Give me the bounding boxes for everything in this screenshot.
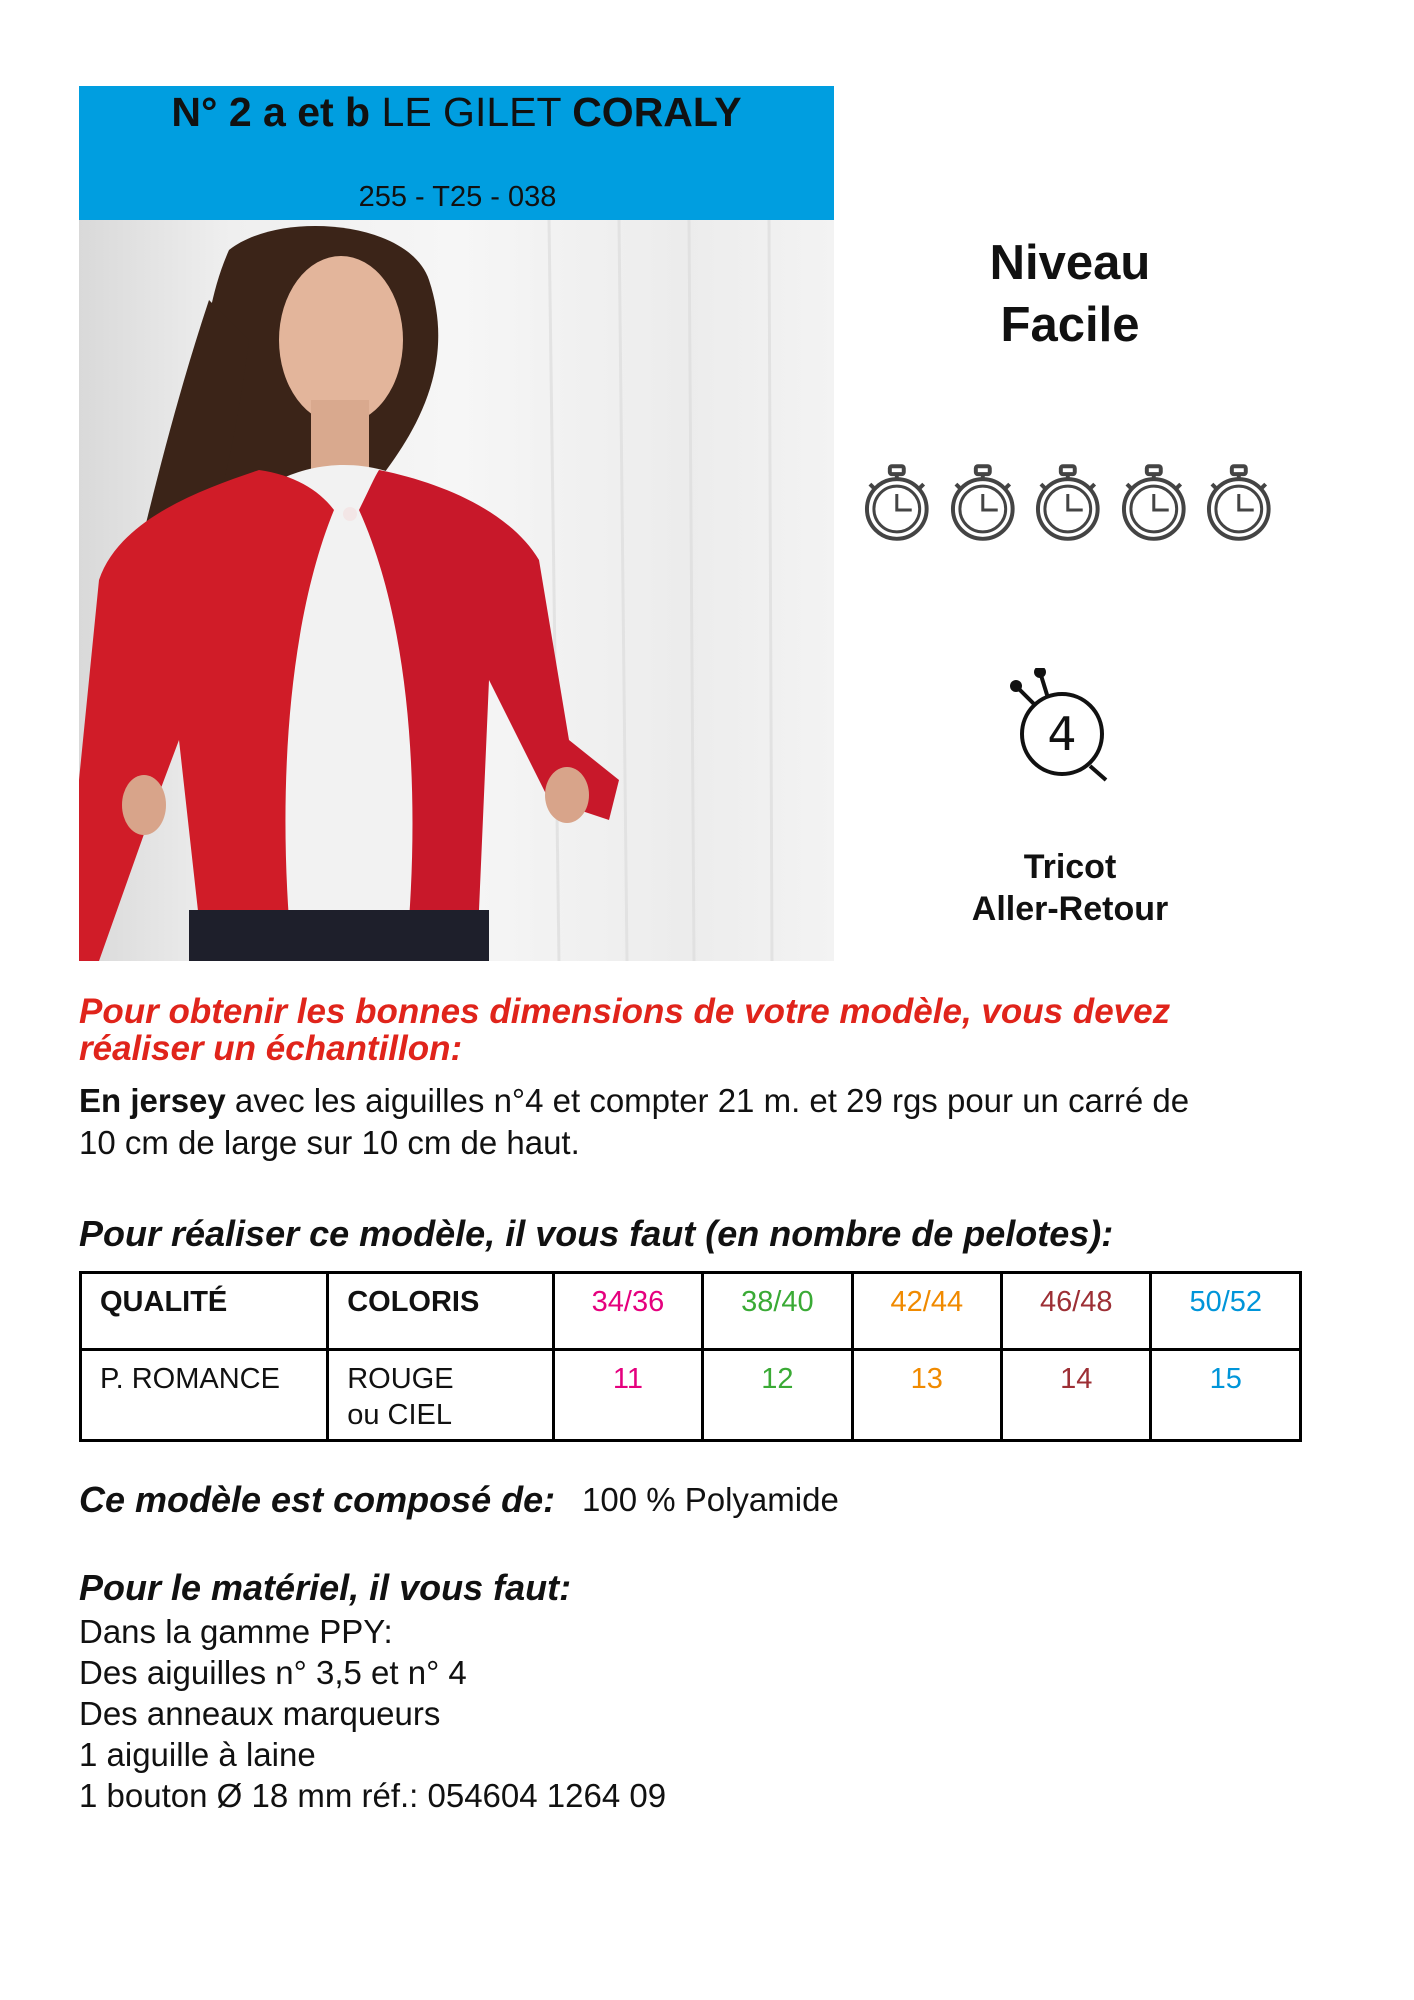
yarn-table [79,1271,1302,1442]
gauge-text [79,1080,1359,1164]
cell-balls: 12 [703,1350,852,1441]
cell-quality: P. ROMANCE [81,1350,328,1441]
color-option: ROUGE [347,1363,454,1395]
level-value: Facile [1000,298,1140,352]
col-size: 38/40 [703,1273,852,1350]
gauge-text-line2: 10 cm de large sur 10 cm de haut. [79,1124,580,1161]
list-item: Des aiguilles n° 3,5 et n° 4 [79,1654,467,1691]
table-header-row [81,1273,1301,1350]
gauge-heading-line1: Pour obtenir les bonnes dimensions de votre modèle, vous devez [79,992,1171,1031]
col-size: 50/52 [1151,1273,1301,1350]
pattern-reference: 255 - T25 - 038 [358,181,557,213]
gauge-heading-line2: réaliser un échantillon: [79,1029,463,1068]
pattern-number: N° 2 a et b [171,89,371,135]
list-item: 1 aiguille à laine [79,1736,316,1773]
list-item: 1 bouton Ø 18 mm réf.: 054604 1264 09 [79,1777,667,1814]
title-banner [79,86,834,220]
materials-list [79,1611,666,1816]
gauge-stitch: En jersey [79,1082,226,1119]
pattern-title [79,86,834,134]
col-size: 42/44 [852,1273,1001,1350]
yarn-heading: Pour réaliser ce modèle, il vous faut (en nombre de pelotes): [79,1213,1114,1254]
list-item: Dans la gamme PPY: [79,1613,393,1650]
stopwatch-icon [944,464,1022,544]
model-photo-illustration [79,220,834,961]
time-rating [858,464,1278,544]
col-colors: COLORIS [328,1273,554,1350]
gauge-heading [79,993,1359,1067]
stopwatch-icon [1115,464,1193,544]
stopwatch-icon [1200,464,1278,544]
col-quality: QUALITÉ [81,1273,328,1350]
cell-balls: 14 [1002,1350,1151,1441]
col-size: 34/36 [553,1273,702,1350]
pattern-name: CORALY [572,89,742,135]
cell-colors [328,1350,554,1441]
table-row [81,1350,1301,1441]
cell-balls: 15 [1151,1350,1301,1441]
composition-value: 100 % Polyamide [582,1481,839,1518]
needle-size-number: 4 [1047,707,1077,761]
knitting-technique [920,846,1220,930]
cell-balls: 11 [553,1350,702,1441]
gauge-text-line1: avec les aiguilles n°4 et compter 21 m. et 29 rgs pour un carré de [225,1082,1190,1119]
pattern-type: LE GILET [381,89,561,135]
list-item: Des anneaux marqueurs [79,1695,441,1732]
stopwatch-icon [1029,464,1107,544]
stopwatch-icon [858,464,936,544]
technique-line1: Tricot [1023,848,1117,886]
color-option: ou CIEL [347,1399,452,1431]
level-label: Niveau [989,236,1151,290]
knitting-needle-icon [1006,668,1120,788]
materials-heading: Pour le matériel, il vous faut: [79,1567,572,1608]
model-photo [79,220,834,961]
difficulty-level [920,232,1220,356]
technique-line2: Aller-Retour [971,890,1169,928]
composition-heading: Ce modèle est composé de: [79,1479,556,1520]
cell-balls: 13 [852,1350,1001,1441]
col-size: 46/48 [1002,1273,1151,1350]
